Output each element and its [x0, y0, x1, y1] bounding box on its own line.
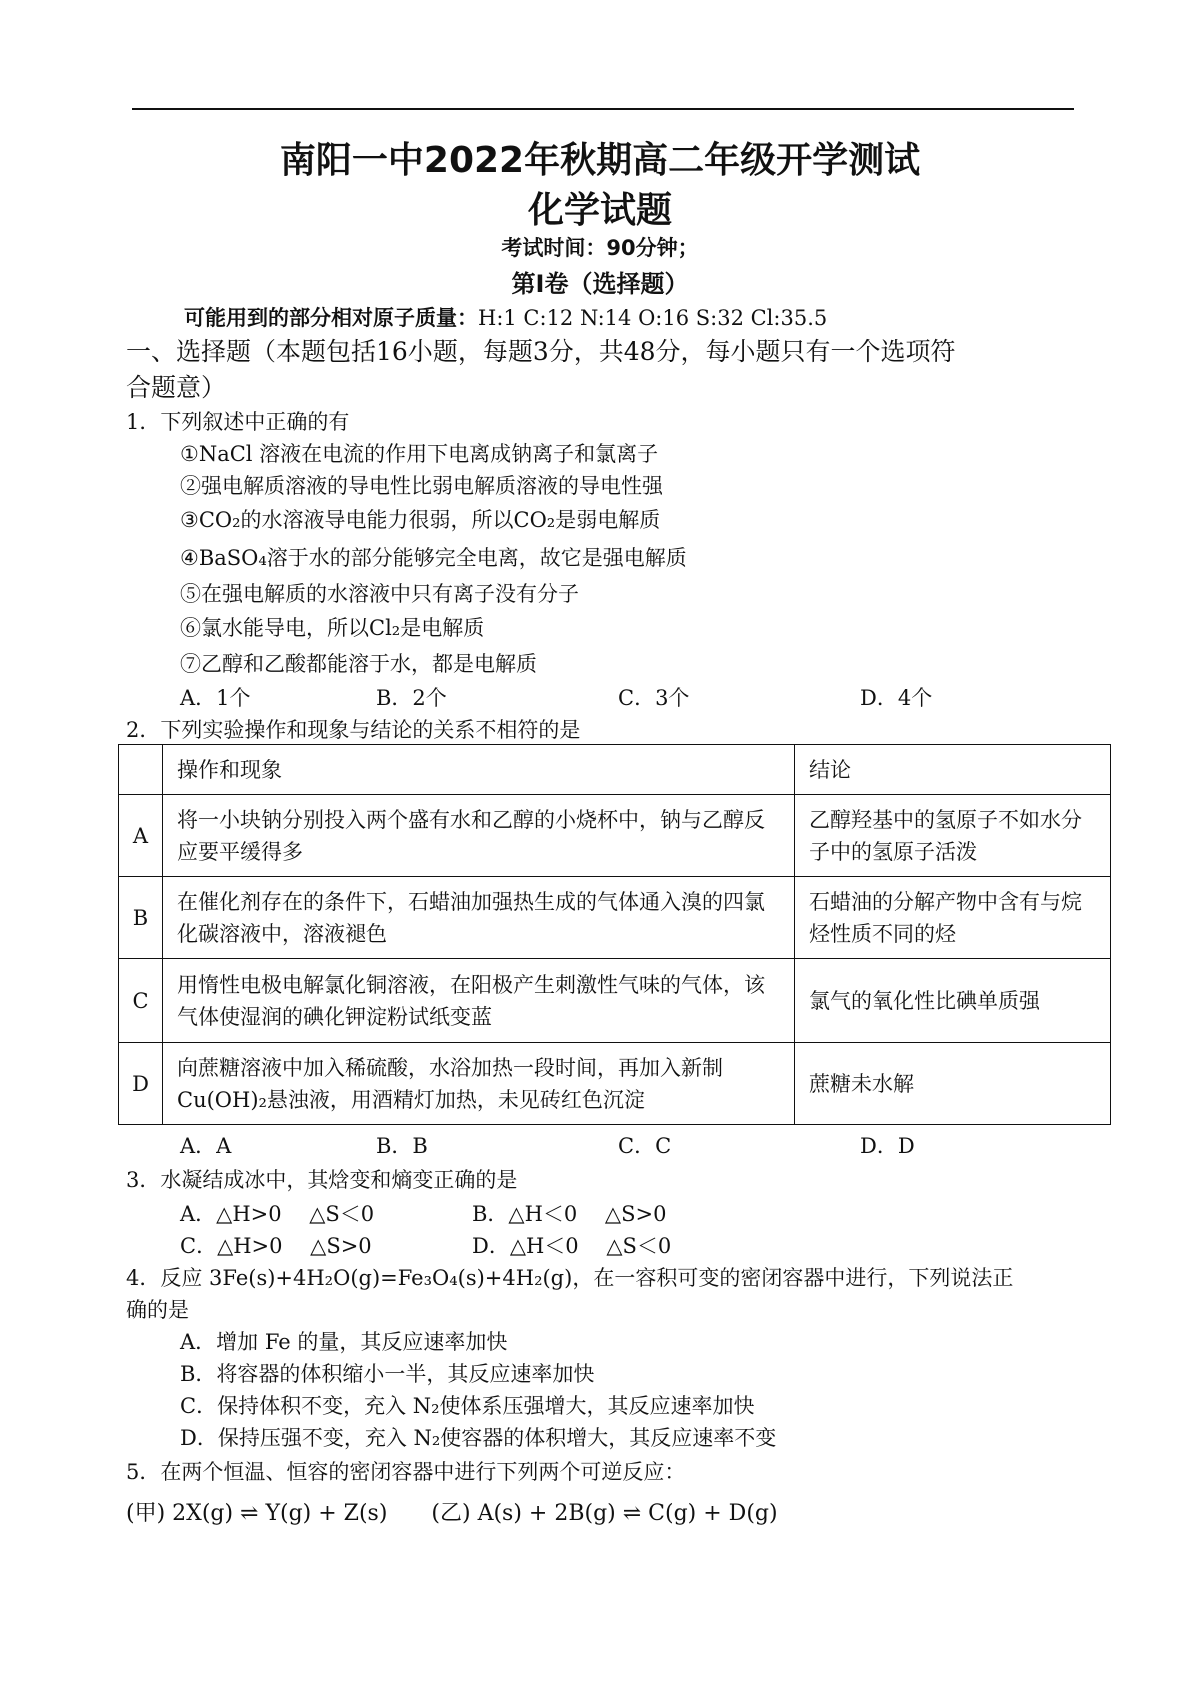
row-operation: 将一小块钠分别投入两个盛有水和乙醇的小烧杯中，钠与乙醇反应要平缓得多 — [163, 795, 795, 877]
q1-stem: 1．下列叙述中正确的有 — [126, 410, 350, 434]
row-conclusion: 乙醇羟基中的氢原子不如水分子中的氢原子活泼 — [795, 795, 1111, 877]
q2-option-c[interactable]: C．C — [618, 1134, 672, 1158]
row-conclusion: 氯气的氧化性比碘单质强 — [795, 959, 1111, 1043]
q3-option-d[interactable]: D．△H＜0 △S＜0 — [472, 1234, 672, 1258]
table-header-cell: 结论 — [795, 745, 1111, 795]
exam-title: 南阳一中2022年秋期高二年级开学测试 — [279, 140, 921, 181]
row-label: D — [119, 1043, 163, 1125]
q2-option-d[interactable]: D．D — [860, 1134, 915, 1158]
q3-stem: 3．水凝结成冰中，其焓变和熵变正确的是 — [126, 1168, 518, 1192]
q1-item: ①NaCl 溶液在电流的作用下电离成钠离子和氯离子 — [180, 442, 659, 466]
q4-option-b[interactable]: B．将容器的体积缩小一半，其反应速率加快 — [180, 1362, 595, 1386]
table-row — [119, 959, 1111, 1043]
section-heading-line2: 合题意） — [126, 373, 227, 402]
section-heading-line1: 一、选择题（本题包括16小题，每题3分，共48分，每小题只有一个选项符 — [126, 337, 956, 366]
table-header-row — [119, 745, 1111, 795]
row-conclusion: 石蜡油的分解产物中含有与烷烃性质不同的烃 — [795, 877, 1111, 959]
q3-option-b[interactable]: B．△H＜0 △S>0 — [472, 1202, 667, 1226]
q4-option-c[interactable]: C．保持体积不变，充入 N₂使体系压强增大，其反应速率加快 — [180, 1394, 755, 1418]
q5-stem: 5．在两个恒温、恒容的密闭容器中进行下列两个可逆反应： — [126, 1460, 686, 1484]
q4-stem-line2: 确的是 — [126, 1298, 189, 1322]
table-row — [119, 877, 1111, 959]
q2-option-b[interactable]: B．B — [376, 1134, 428, 1158]
top-rule — [132, 108, 1074, 110]
q4-stem-line1: 4．反应 3Fe(s)+4H₂O(g)=Fe₃O₄(s)+4H₂(g)，在一容积可变的密闭容器中进行，下列说法正 — [126, 1266, 1014, 1290]
row-label: C — [119, 959, 163, 1043]
table-row — [119, 795, 1111, 877]
q1-item: ③CO₂的水溶液导电能力很弱，所以CO₂是弱电解质 — [180, 508, 661, 532]
row-operation: 在催化剂存在的条件下，石蜡油加强热生成的气体通入溴的四氯化碳溶液中，溶液褪色 — [163, 877, 795, 959]
q1-item: ⑥氯水能导电，所以Cl₂是电解质 — [180, 616, 485, 640]
q2-table — [118, 744, 1111, 1125]
volume-heading: 第Ⅰ卷（选择题） — [511, 270, 689, 298]
row-operation: 用惰性电极电解氯化铜溶液，在阳极产生刺激性气味的气体，该气体使湿润的碘化钾淀粉试纸变蓝 — [163, 959, 795, 1043]
q1-option-c[interactable]: C．3个 — [618, 686, 690, 710]
row-conclusion: 蔗糖未水解 — [795, 1043, 1111, 1125]
q4-option-a[interactable]: A．增加 Fe 的量，其反应速率加快 — [180, 1330, 508, 1354]
q5-equations: (甲) 2X(g) ⇌ Y(g) + Z(s) (乙) A(s) + 2B(g) ⇌ C(g) + D(g) — [126, 1501, 778, 1526]
table-header-cell — [119, 745, 163, 795]
atomic-mass-label: 可能用到的部分相对原子质量： — [184, 306, 478, 330]
q4-option-d[interactable]: D．保持压强不变，充入 N₂使容器的体积增大，其反应速率不变 — [180, 1426, 777, 1450]
q3-option-a[interactable]: A．△H>0 △S＜0 — [180, 1202, 375, 1226]
q1-item: ⑤在强电解质的水溶液中只有离子没有分子 — [180, 582, 579, 606]
row-label: B — [119, 877, 163, 959]
exam-time: 考试时间：90分钟； — [501, 236, 699, 260]
q1-item: ②强电解质溶液的导电性比弱电解质溶液的导电性强 — [180, 474, 663, 498]
q1-item: ⑦乙醇和乙酸都能溶于水，都是电解质 — [180, 652, 537, 676]
q1-option-b[interactable]: B．2个 — [376, 686, 447, 710]
atomic-mass-values: H:1 C:12 N:14 O:16 S:32 Cl:35.5 — [478, 306, 828, 330]
q1-option-a[interactable]: A．1个 — [180, 686, 251, 710]
q1-option-d[interactable]: D．4个 — [860, 686, 933, 710]
q3-option-c[interactable]: C．△H>0 △S>0 — [180, 1234, 372, 1258]
atomic-mass-line — [184, 302, 827, 332]
exam-subtitle: 化学试题 — [527, 190, 672, 231]
row-operation: 向蔗糖溶液中加入稀硫酸，水浴加热一段时间，再加入新制 Cu(OH)₂悬浊液，用酒精灯加热，未见砖红色沉淀 — [163, 1043, 795, 1125]
row-label: A — [119, 795, 163, 877]
q2-stem: 2．下列实验操作和现象与结论的关系不相符的是 — [126, 718, 581, 742]
q2-option-a[interactable]: A．A — [180, 1134, 232, 1158]
q1-item: ④BaSO₄溶于水的部分能够完全电离，故它是强电解质 — [180, 546, 687, 570]
table-header-cell: 操作和现象 — [163, 745, 795, 795]
table-row — [119, 1043, 1111, 1125]
